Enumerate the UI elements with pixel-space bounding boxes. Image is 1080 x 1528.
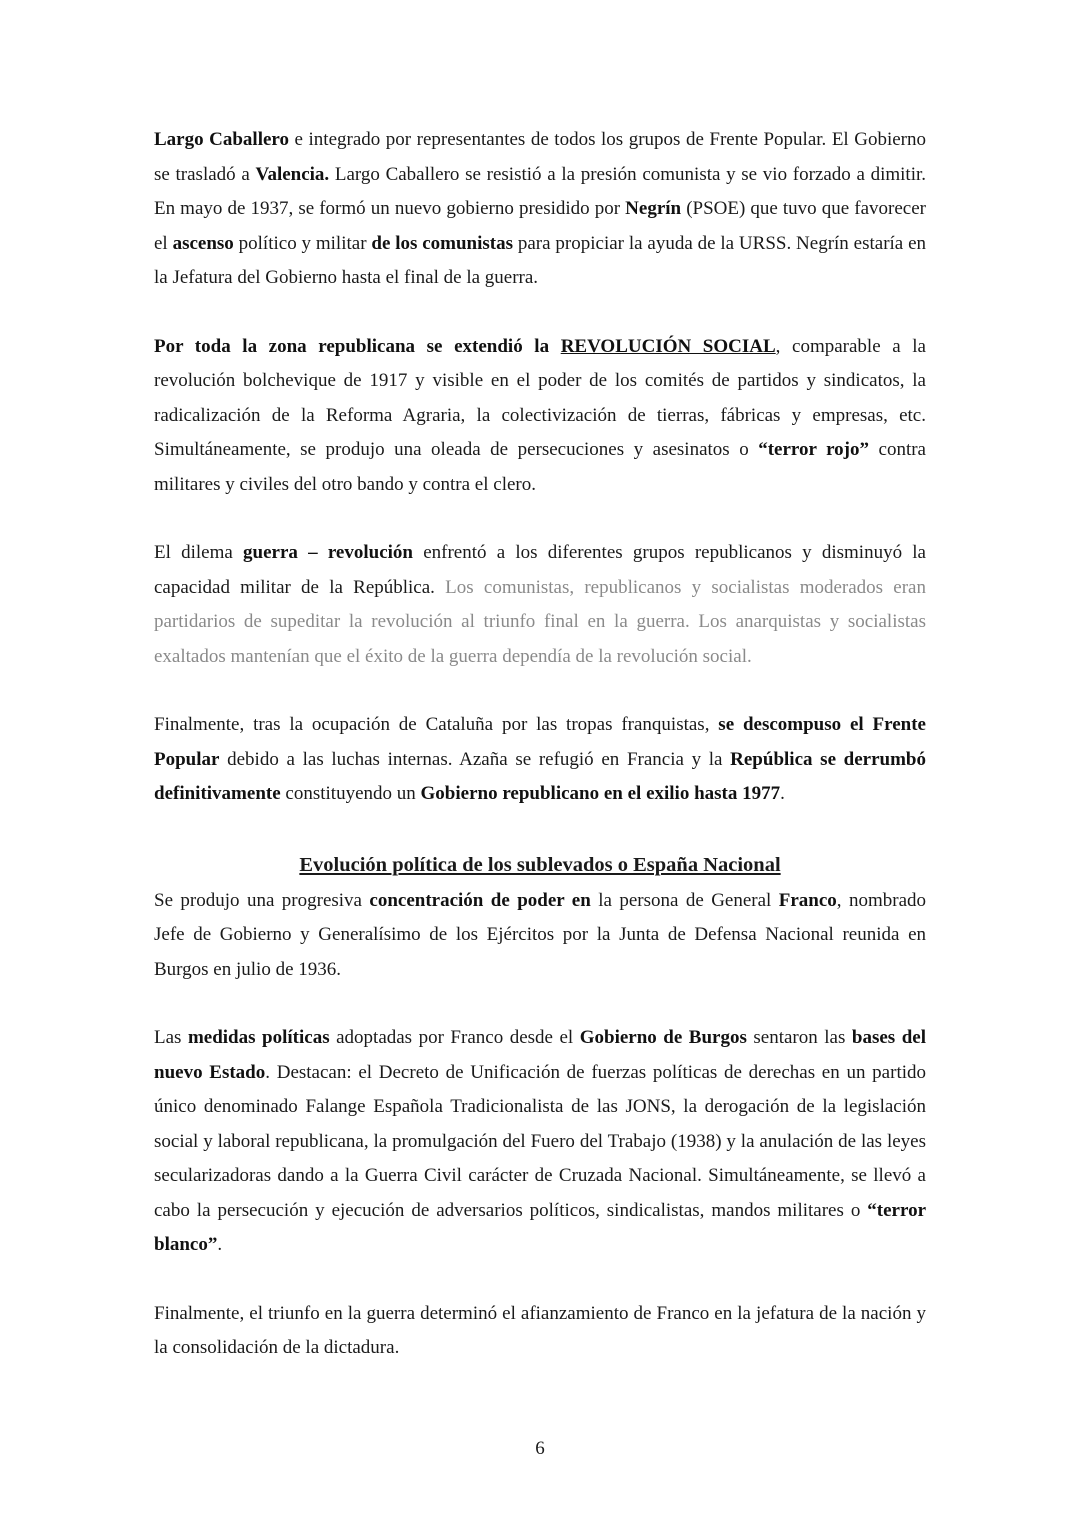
paragraph-largo-caballero: Largo Caballero e integrado por representantes de todos los grupos de Frente Popular. El Gobierno se trasladó a Valencia. Largo Caballero se resistió a la presión comunista y se vio forzado a dimitir. En mayo de 1937, se formó un nuevo gobierno presidido por Negrín (PSOE) que tuvo que favorecer el ascenso político y militar de los comunistas para propiciar la ayuda de la URSS. Negrín estaría en la Jefatura del Gobierno hasta el final de la guerra.	[154, 129, 927, 288]
page-number: 6	[535, 1438, 545, 1459]
document-page	[154, 123, 926, 1366]
paragraph-medidas-politicas: Las medidas políticas adoptadas por Franco desde el Gobierno de Burgos sentaron las bases del nuevo Estado. Destacan: el Decreto de Unificación de fuerzas políticas de derechas en un partido único denominado Falange Española Tradicionalista de las JONS, la derogación de la legislación social y laboral republicana, la promulgación del Fuero del Trabajo (1938) y la anulación de las leyes secularizadoras dando a la Guerra Civil carácter de Cruzada Nacional. Simultáneamente, se llevó a cabo la persecución y ejecución de adversarios políticos, sindicalistas, mandos militares o “terror blanco”.	[154, 1027, 926, 1255]
paragraph-consolidacion: Finalmente, el triunfo en la guerra determinó el afianzamiento de Franco en la jefatura de la nación y la consolidación de la dictadura.	[154, 1302, 926, 1358]
paragraph-franco-poder: Se produjo una progresiva concentración de poder en la persona de General Franco, nombrado Jefe de Gobierno y Generalísimo de los Ejércitos por la Junta de Defensa Nacional reunida en Burgos en julio de 1936.	[154, 889, 927, 980]
paragraph-frente-popular: Finalmente, tras la ocupación de Cataluña por las tropas franquistas, se descompuso el Frente Popular debido a las luchas internas. Azaña se refugió en Francia y la República se derrumbó definitivamente constituyendo un Gobierno republicano en el exilio hasta 1977.	[154, 714, 926, 804]
section-heading: Evolución política de los sublevados o España Nacional	[299, 853, 781, 876]
paragraph-guerra-revolucion: El dilema guerra – revolución enfrentó a los diferentes grupos republicanos y disminuyó la capacidad militar de la República. Los comunistas, republicanos y socialistas moderados eran partidarios de supeditar la revolución al triunfo final en la guerra. Los anarquistas y socialistas exaltados mantenían que el éxito de la guerra dependía de la revolución social.	[154, 542, 926, 667]
paragraph-revolucion-social: Por toda la zona republicana se extendió la REVOLUCIÓN SOCIAL, comparable a la revolución bolchevique de 1917 y visible en el poder de los comités de partidos y sindicatos, la radicalización de la Reforma Agraria, la colectivización de tierras, fábricas y empresas, etc. Simultáneamente, se produjo una oleada de persecuciones y asesinatos o “terror rojo” contra militares y civiles del otro bando y contra el clero.	[154, 335, 926, 495]
